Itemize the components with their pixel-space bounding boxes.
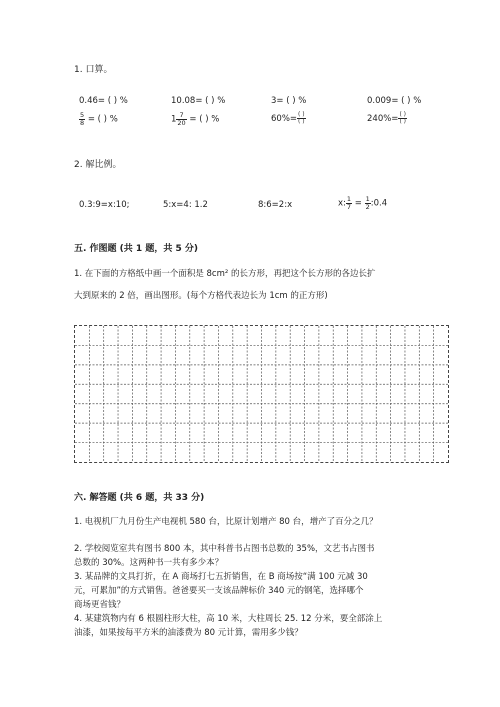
section-6-question-2-line: 2. 学校阅览室共有图书 800 本，其中科普书占图书总数的 35%，文艺书占图书 [74, 544, 375, 554]
proportion-item: 8:6=2:x [258, 200, 293, 210]
calc-item: 0.46= ( ) % [79, 96, 128, 106]
grid-paper[interactable] [74, 325, 449, 463]
section-6-question-3-line: 商场更省钱？ [74, 600, 126, 610]
proportion-item: 5:x=4: 1.2 [163, 200, 208, 210]
proportion-item-fraction: x: $\frac{1}{7}$ = $\frac{1}{2}$ :0.4 [338, 195, 388, 211]
calc-item: 0.009= ( ) % [367, 96, 422, 106]
question-2-label: 2. 解比例。 [74, 160, 122, 170]
question-1-label: 1. 口算。 [74, 65, 113, 75]
calc-item-fraction: $\frac{5}{8}$ = ( ) % [80, 111, 118, 127]
section-5-question-line: 1. 在下面的方格纸中画一个面积是 8cm² 的长方形，再把这个长方形的各边长扩 [74, 269, 376, 279]
section-6-question-1: 1. 电视机厂九月份生产电视机 580 台，比原计划增产 80 台，增产了百分之几？ [74, 517, 378, 527]
proportion-item: 0.3:9=x:10; [79, 200, 130, 210]
section-6-question-3-line: 3. 某品牌的文具打折，在 A 商场打七五折销售，在 B 商场按“满 100 元减 30 [74, 572, 368, 582]
section-6-question-4-line: 4. 某建筑物内有 6 根圆柱形大柱，高 10 米，大柱周长 25. 12 分米，要全部涂上 [74, 614, 383, 624]
calc-item: 10.08= ( ) % [171, 96, 226, 106]
calc-item-percent-fraction: 240%= $\frac{( )}{( )}$ [367, 111, 407, 125]
section-6-question-4-line: 油漆，如果按每平方米的油漆费为 80 元计算，需用多少钱？ [74, 628, 303, 638]
section-6-question-3-line: 元，可累加”的方式销售。爸爸要买一支该品牌标价 340 元的钢笔，选择哪个 [74, 586, 364, 596]
section-6-question-2-line: 总数的 30%。这两种书一共有多少本？ [74, 558, 224, 568]
section-6-heading: 六. 解答题 (共 6 题，共 33 分) [74, 493, 205, 503]
calc-item-mixed-number: 1 $\frac{7}{20}$ = ( ) % [171, 111, 220, 127]
calc-item: 3= ( ) % [271, 96, 307, 106]
section-5-heading: 五. 作图题 (共 1 题，共 5 分) [74, 244, 198, 254]
grid-lines [75, 326, 448, 462]
section-5-question-line: 大到原来的 2 倍，画出图形。(每个方格代表边长为 1cm 的正方形) [74, 291, 328, 301]
calc-item-percent-fraction: 60%= $\frac{( )}{( )}$ [271, 111, 305, 125]
